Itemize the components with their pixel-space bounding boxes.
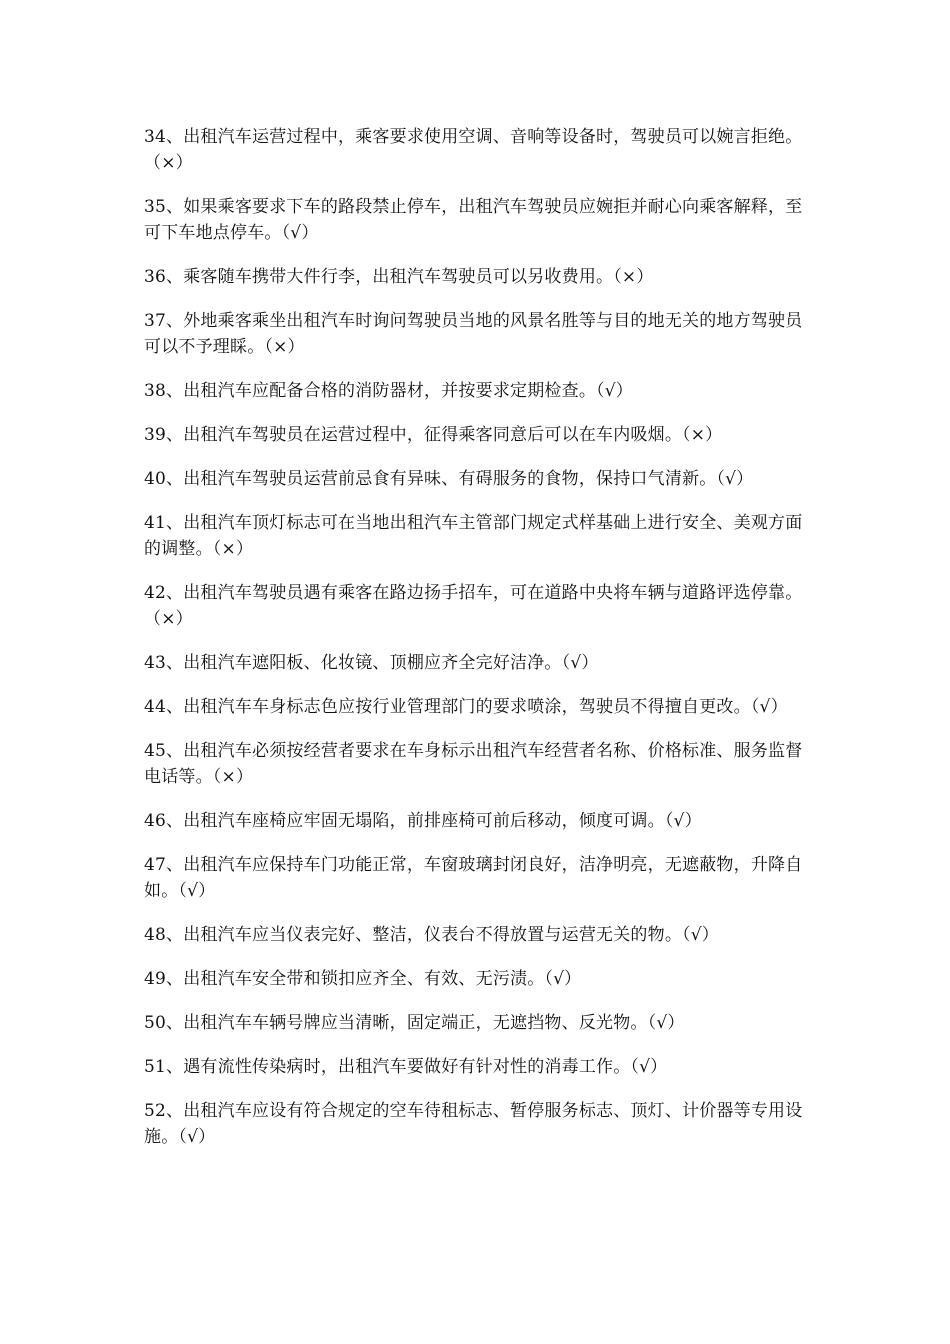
question-45: 45、出租汽车必须按经营者要求在车身标示出租汽车经营者名称、价格标准、服务监督电话等。（×） xyxy=(144,741,803,787)
question-list xyxy=(144,124,812,1168)
question-42: 42、出租汽车驾驶员遇有乘客在路边扬手招车，可在道路中央将车辆与道路评选停靠。（×） xyxy=(144,583,803,629)
question-49: 49、出租汽车安全带和锁扣应齐全、有效、无污渍。（√） xyxy=(144,969,582,989)
question-51: 51、遇有流性传染病时，出租汽车要做好有针对性的消毒工作。（√） xyxy=(144,1057,668,1077)
question-47: 47、出租汽车应保持车门功能正常，车窗玻璃封闭良好，洁净明亮，无遮蔽物，升降自如。（√） xyxy=(144,855,803,901)
question-46: 46、出租汽车座椅应牢固无塌陷，前排座椅可前后移动，倾度可调。（√） xyxy=(144,811,702,831)
question-40: 40、出租汽车驾驶员运营前忌食有异味、有碍服务的食物，保持口气清新。（√） xyxy=(144,469,754,489)
question-52: 52、出租汽车应设有符合规定的空车待租标志、暂停服务标志、顶灯、计价器等专用设施。（√） xyxy=(144,1101,803,1147)
question-50: 50、出租汽车车辆号牌应当清晰，固定端正，无遮挡物、反光物。（√） xyxy=(144,1013,685,1033)
question-34: 34、出租汽车运营过程中，乘客要求使用空调、音响等设备时，驾驶员可以婉言拒绝。（×） xyxy=(144,127,803,173)
question-38: 38、出租汽车应配备合格的消防器材，并按要求定期检查。（√） xyxy=(144,381,633,401)
question-43: 43、出租汽车遮阳板、化妆镜、顶棚应齐全完好洁净。（√） xyxy=(144,653,599,673)
question-36: 36、乘客随车携带大件行李，出租汽车驾驶员可以另收费用。（×） xyxy=(144,267,654,287)
question-37: 37、外地乘客乘坐出租汽车时询问驾驶员当地的风景名胜等与目的地无关的地方驾驶员可以不予理睬。（×） xyxy=(144,311,803,357)
question-39: 39、出租汽车驾驶员在运营过程中，征得乘客同意后可以在车内吸烟。（×） xyxy=(144,425,723,445)
question-41: 41、出租汽车顶灯标志可在当地出租汽车主管部门规定式样基础上进行安全、美观方面的调整。（×） xyxy=(144,513,803,559)
question-44: 44、出租汽车车身标志色应按行业管理部门的要求喷涂，驾驶员不得擅自更改。（√） xyxy=(144,697,788,717)
question-35: 35、如果乘客要求下车的路段禁止停车，出租汽车驾驶员应婉拒并耐心向乘客解释，至可下车地点停车。（√） xyxy=(144,197,803,243)
question-48: 48、出租汽车应当仪表完好、整洁，仪表台不得放置与运营无关的物。（√） xyxy=(144,925,719,945)
